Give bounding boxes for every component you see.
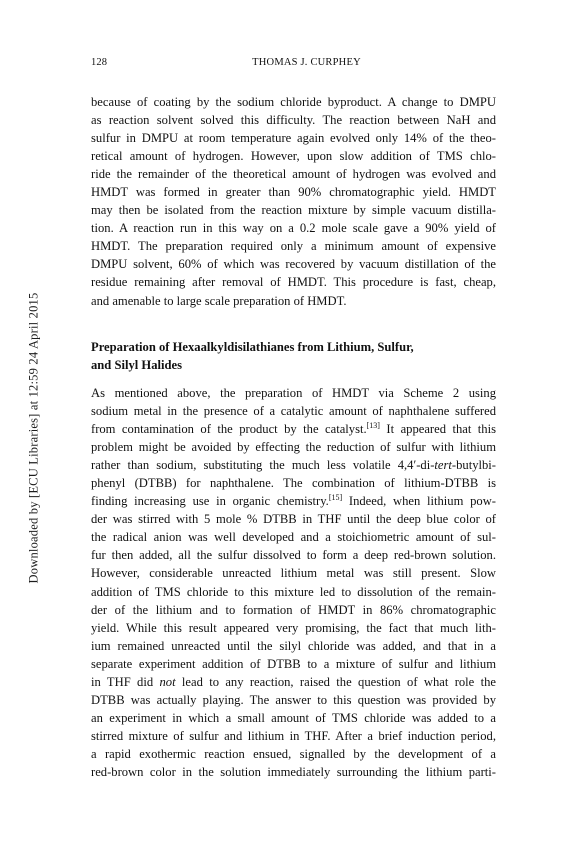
paragraph-line: DMPU solvent, 60% of which was recovered by vacuum distillation of the — [91, 257, 496, 272]
paragraph-line: HMDT was formed in greater than 90% chromatographic yield. HMDT — [91, 185, 496, 200]
text-run: from contamination of the product by the catalyst. — [91, 422, 367, 437]
paragraph-line: fur then added, all the sulfur dissolved to form a deep red-brown solution. — [91, 548, 496, 563]
paragraph-line — [91, 492, 496, 510]
paragraph-line: der was stirred with 5 mole % DTBB in THF until the deep blue color of — [91, 512, 496, 527]
paragraph-line: ium remained unreacted until the silyl chloride was added, and that in a — [91, 638, 496, 653]
paragraph-line: der of the lithium and to formation of HMDT in 86% chromatographic — [91, 602, 496, 617]
download-stamp-text: Downloaded by [ECU Libraries] at 12:59 24 April 2015 — [26, 292, 41, 584]
paragraph-line: phenyl (DTBB) for naphthalene. The combination of lithium-DTBB is — [91, 476, 496, 491]
paragraph-line: ride the remainder of the theoretical amount of hydrogen was evolved and — [91, 167, 496, 182]
paragraph-line: DTBB was actually playing. The answer to this question was provided by — [91, 692, 496, 707]
section-heading-line: and Silyl Halides — [91, 358, 182, 373]
download-stamp — [28, 258, 40, 618]
paragraph-line: retical amount of hydrogen. However, upon slow addition of TMS chlo- — [91, 149, 496, 164]
citation-ref: [13] — [366, 421, 380, 431]
paragraph-line: the radical anion was well developed and a stoichiometric amount of sul- — [91, 530, 496, 545]
paragraph-line: as reaction solvent solved this difficulty. The reaction between NaH and — [91, 113, 496, 128]
paragraph-line: separate experiment addition of DTBB to a mixture of sulfur and lithium — [91, 656, 496, 671]
paragraph-line — [91, 420, 496, 438]
paragraph-line: a rapid exothermic reaction ensued, signalled by the development of a — [91, 746, 496, 761]
citation-ref: [15] — [328, 493, 343, 503]
paragraph-line: tion. A reaction run in this way on a 0.2 mole scale gave a 90% yield of — [91, 221, 496, 236]
running-title: THOMAS J. CURPHEY — [252, 57, 361, 68]
text-run: Indeed, when lithium pow- — [342, 494, 497, 509]
paragraph-line: stirred mixture of sulfur and lithium in THF. After a brief induction period, — [91, 728, 496, 743]
paragraph-line: sodium metal in the presence of a catalytic amount of naphthalene suffered — [91, 404, 496, 419]
paragraph-line: because of coating by the sodium chloride byproduct. A change to DMPU — [91, 95, 496, 109]
paragraph-line: addition of TMS chloride to this mixture led to dissolution of the remain- — [91, 584, 496, 599]
text-run: in THF did — [91, 674, 160, 689]
text-run: finding increasing use in organic chemistry. — [91, 494, 329, 509]
paragraph-line: sulfur in DMPU at room temperature again evolved only 14% of the theo- — [91, 131, 496, 146]
paragraph-1 — [91, 93, 496, 310]
paragraph-line: residue remaining after removal of HMDT. This procedure is fast, cheap, — [91, 275, 496, 290]
paragraph-line: HMDT. The preparation required only a minimum amount of expensive — [91, 239, 496, 254]
paragraph-line — [91, 456, 496, 474]
page-number: 128 — [91, 57, 108, 68]
paragraph-line: red-brown color in the solution immediately surrounding the lithium parti- — [91, 764, 496, 779]
section-heading — [91, 338, 496, 374]
paragraph-line: As mentioned above, the preparation of HMDT via Scheme 2 using — [91, 386, 496, 400]
text-run: lead to any reaction, raised the question of what role the — [175, 674, 496, 689]
paragraph-line: may then be isolated from the reaction mixture by simple vacuum distilla- — [91, 203, 496, 218]
text-run: rather than sodium, substituting the much less volatile 4,4′-di- — [91, 458, 435, 473]
paragraph-2 — [91, 384, 496, 781]
paragraph-line: yield. While this result appeared very promising, the fact that much lith- — [91, 620, 496, 635]
paragraph-line — [91, 673, 496, 691]
text-run: It appeared that this — [379, 422, 496, 437]
running-head — [91, 57, 496, 73]
paragraph-line: problem might be avoided by effecting the reduction of sulfur with lithium — [91, 440, 496, 455]
paragraph-line: an experiment in which a small amount of TMS chloride was added to a — [91, 710, 496, 725]
italic-term: tert — [434, 458, 452, 473]
section-heading-line: Preparation of Hexaalkyldisilathianes from Lithium, Sulfur, — [91, 340, 414, 354]
text-run: -butylbi- — [451, 458, 496, 473]
paragraph-line: However, considerable unreacted lithium metal was still present. Slow — [91, 566, 496, 581]
italic-term: not — [159, 674, 176, 689]
paragraph-line: and amenable to large scale preparation of HMDT. — [91, 293, 347, 308]
